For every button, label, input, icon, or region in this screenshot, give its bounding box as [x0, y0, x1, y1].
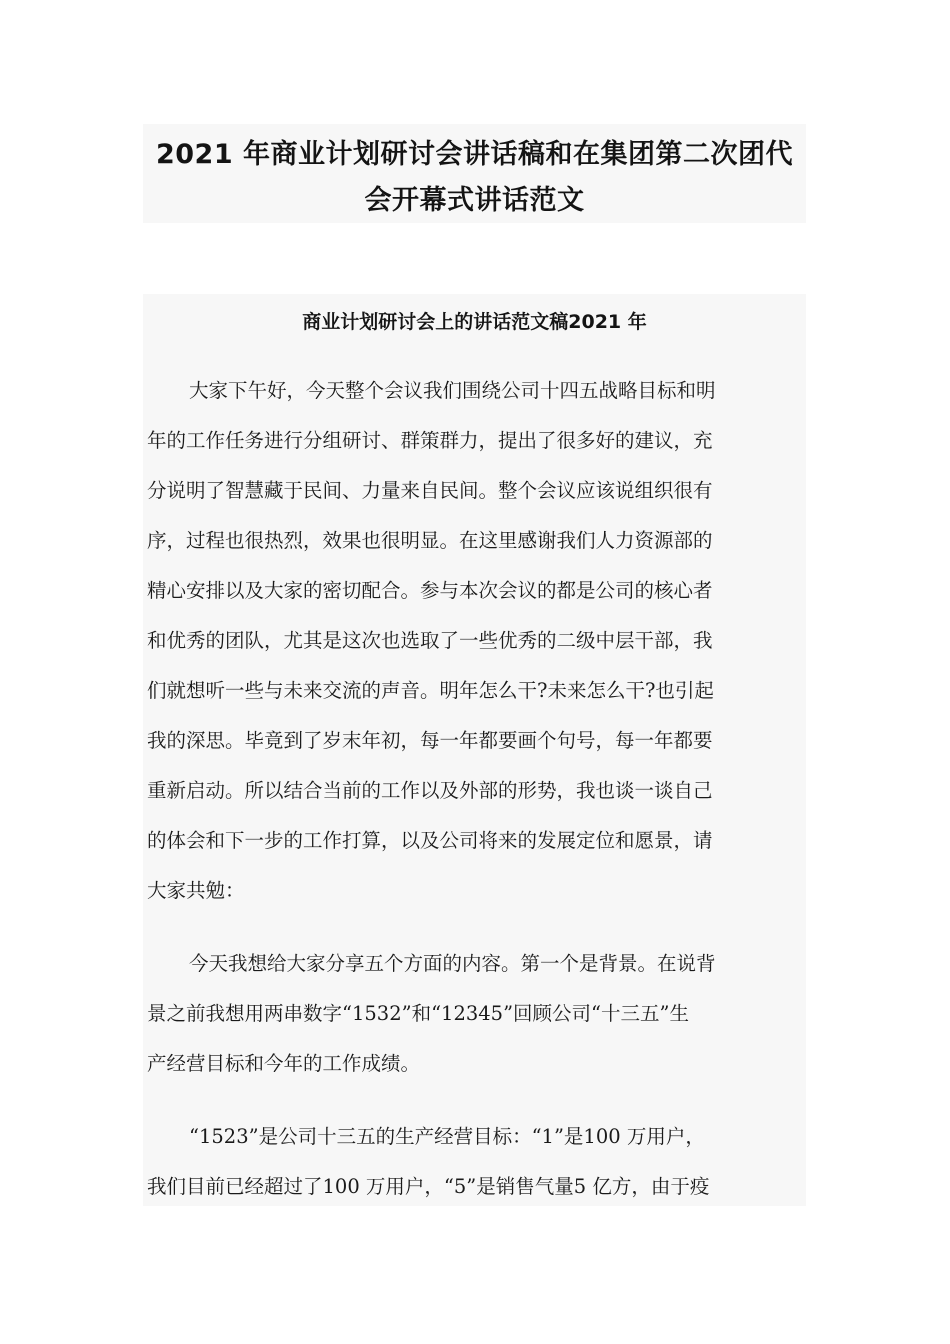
paragraph2-line: 产经营目标和今年的工作成绩。 [147, 1052, 421, 1075]
document-title [143, 124, 806, 223]
paragraph1-line: 的体会和下一步的工作打算，以及公司将来的发展定位和愿景，请 [147, 829, 713, 852]
paragraph1-line: 大家共勉： [147, 879, 245, 902]
paragraph1-line: 分说明了智慧藏于民间、力量来自民间。整个会议应该说组织很有 [147, 479, 713, 502]
document-body [143, 294, 806, 1206]
paragraph2-line: 景之前我想用两串数字“1532”和“12345”回顾公司“十三五”生 [147, 1002, 689, 1025]
paragraph3-line: “1523”是公司十三五的生产经营目标：“1”是100 万用户， [189, 1125, 705, 1148]
title-line-2: 会开幕式讲话范文 [364, 185, 585, 216]
paragraph1-line: 年的工作任务进行分组研讨、群策群力，提出了很多好的建议，充 [147, 429, 713, 452]
paragraph2-line: 今天我想给大家分享五个方面的内容。第一个是背景。在说背 [189, 952, 716, 975]
section-subtitle: 商业计划研讨会上的讲话范文稿2021 年 [302, 311, 647, 333]
paragraph1-line: 和优秀的团队，尤其是这次也选取了一些优秀的二级中层干部，我 [147, 629, 713, 652]
paragraph1-line: 重新启动。所以结合当前的工作以及外部的形势，我也谈一谈自己 [147, 779, 713, 802]
paragraph1-line: 序，过程也很热烈，效果也很明显。在这里感谢我们人力资源部的 [147, 529, 713, 552]
title-line-1: 2021 年商业计划研讨会讲话稿和在集团第二次团代 [155, 139, 794, 170]
paragraph1-line: 我的深思。毕竟到了岁末年初，每一年都要画个句号，每一年都要 [147, 729, 713, 752]
paragraph1-line: 大家下午好，今天整个会议我们围绕公司十四五战略目标和明 [189, 379, 716, 402]
paragraph1-line: 精心安排以及大家的密切配合。参与本次会议的都是公司的核心者 [147, 579, 713, 602]
paragraph1-line: 们就想听一些与未来交流的声音。明年怎么干?未来怎么干?也引起 [147, 679, 714, 702]
paragraph3-line: 我们目前已经超过了100 万用户，“5”是销售气量5 亿方，由于疫 [147, 1175, 710, 1198]
